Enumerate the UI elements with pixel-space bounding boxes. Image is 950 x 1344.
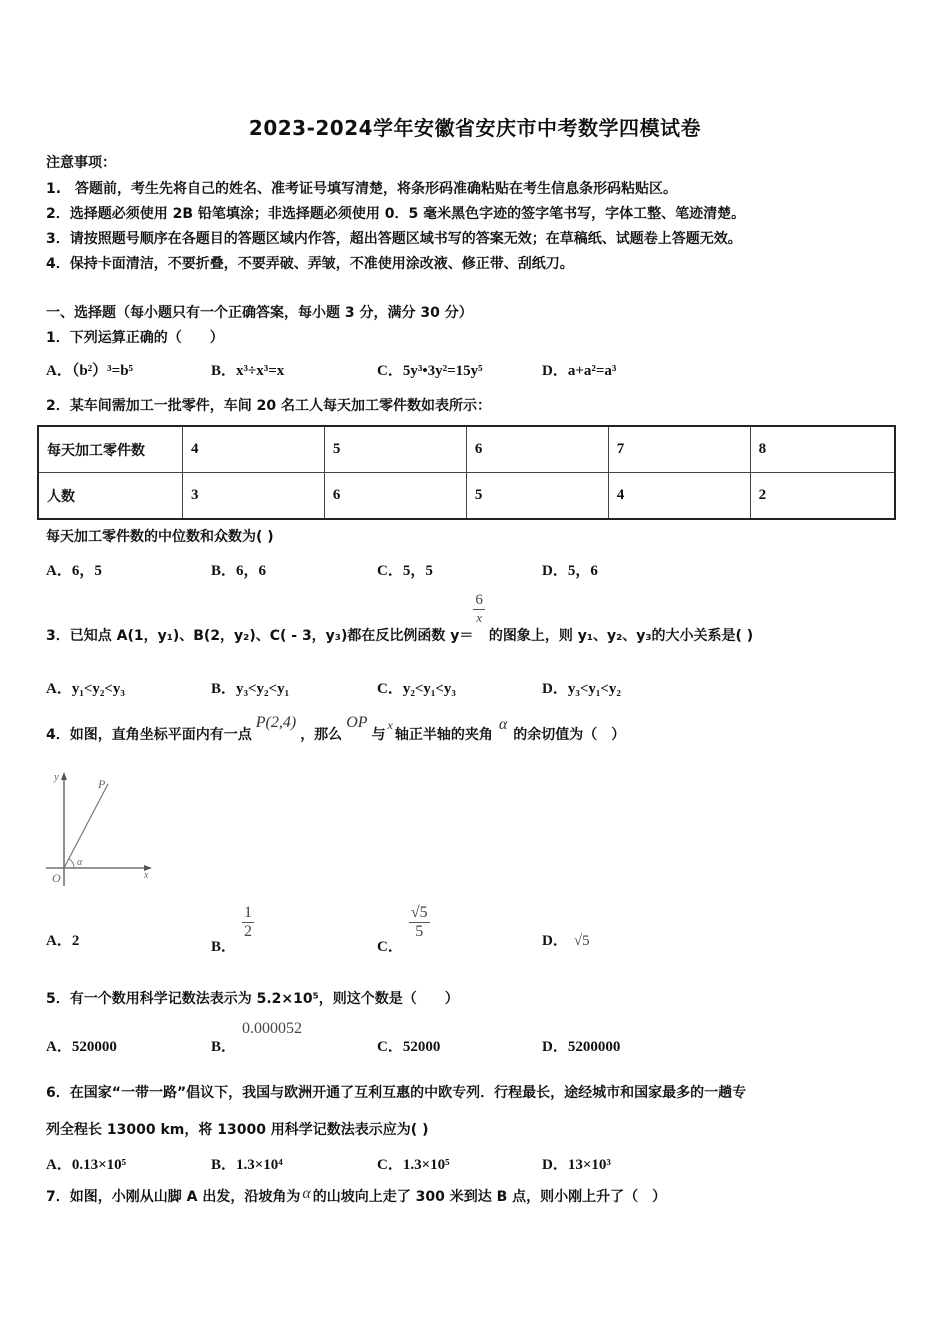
q5-option-a[interactable]: A．520000 xyxy=(46,1039,117,1055)
question-3-stem xyxy=(46,592,754,644)
segment-op: OP xyxy=(346,714,368,731)
question-4-stem xyxy=(46,714,626,744)
q2-option-b[interactable]: B．6，6 xyxy=(211,563,267,579)
fraction-denominator: x xyxy=(476,610,482,625)
fraction-denominator: 2 xyxy=(244,923,253,940)
q5-option-c[interactable]: C．52000 xyxy=(377,1039,441,1055)
table-cell: 4 xyxy=(183,426,325,473)
q4-option-a[interactable] xyxy=(46,929,79,950)
point-p-label: P xyxy=(98,777,106,791)
fraction-denominator: 5 xyxy=(415,923,424,940)
notice-heading: 注意事项： xyxy=(46,155,116,171)
q4-stem-part: 4．如图，直角坐标平面内有一点 xyxy=(46,727,252,743)
question-7-stem xyxy=(46,1186,666,1206)
q3-option-c[interactable]: C．y₂<y₁<y₃ xyxy=(377,681,456,697)
section-heading: 一、选择题（每小题只有一个正确答案，每小题 3 分，满分 30 分） xyxy=(46,305,473,321)
y-axis-label: y xyxy=(54,771,59,783)
table-cell: 2 xyxy=(750,473,895,520)
q6-option-b[interactable]: B．1.3×10⁴ xyxy=(211,1157,283,1173)
table-cell: 8 xyxy=(750,426,895,473)
page-title: 2023-2024学年安徽省安庆市中考数学四模试卷 xyxy=(248,116,702,140)
q3-option-a[interactable]: A．y₁<y₂<y₃ xyxy=(46,681,125,697)
notice-item-2: 2．选择题必须使用 2B 铅笔填涂；非选择题必须使用 0．5 毫米黑色字迹的签字笔书写，字体工整、笔迹清楚。 xyxy=(46,206,746,222)
q4-stem-part: 与 xyxy=(371,727,386,743)
question-5-stem: 5．有一个数用科学记数法表示为 5.2×10⁵，则这个数是（ ） xyxy=(46,991,459,1007)
origin-label: O xyxy=(52,871,61,885)
q6-option-a[interactable]: A．0.13×10⁵ xyxy=(46,1157,127,1173)
question-2-follow: 每天加工零件数的中位数和众数为( ) xyxy=(46,529,274,545)
work-count-table xyxy=(37,425,896,520)
q1-option-a[interactable]: A．（b²）³=b⁵ xyxy=(46,363,134,379)
q4-option-d[interactable] xyxy=(542,929,590,950)
question-2-stem: 2．某车间需加工一批零件，车间 20 名工人每天加工零件数如表所示： xyxy=(46,398,491,414)
q5-option-d[interactable]: D．5200000 xyxy=(542,1039,621,1055)
q2-option-a[interactable]: A．6，5 xyxy=(46,563,102,579)
q1-option-b[interactable]: B．x³÷x³=x xyxy=(211,363,285,379)
question-6-stem-line2: 列全程长 13000 km，将 13000 用科学记数法表示应为( ) xyxy=(46,1122,429,1138)
q2-option-d[interactable]: D．5，6 xyxy=(542,563,598,579)
fraction-numerator: 6 xyxy=(475,592,483,608)
angle-alpha: α xyxy=(302,1185,311,1202)
notice-item-4: 4．保持卡面清洁，不要折叠，不要弄破、弄皱，不准使用涂改液、修正带、刮纸刀。 xyxy=(46,256,574,272)
q4-stem-part: 的余切值为（ ） xyxy=(513,727,626,743)
question-6-stem-line1: 6．在国家“一带一路”倡议下，我国与欧洲开通了互利互惠的中欧专列．行程最长，途经城市和国家最多的一趟专 xyxy=(46,1085,747,1101)
q7-stem-part: 7．如图，小刚从山脚 A 出发，沿坡角为 xyxy=(46,1189,301,1205)
table-cell: 每天加工零件数 xyxy=(38,426,183,473)
notice-item-1: 1. 答题前，考生先将自己的姓名、准考证号填写清楚，将条形码准确粘贴在考生信息条形码粘贴区。 xyxy=(46,181,678,197)
option-value: 2 xyxy=(71,933,80,949)
q1-option-d[interactable]: D．a+a²=a³ xyxy=(542,363,617,379)
q3-stem-before: 3．已知点 A(1，y₁)、B(2，y₂)、C( - 3，y₃)都在反比例函数 y＝ xyxy=(46,628,474,644)
table-cell: 6 xyxy=(466,426,608,473)
option-label: C． xyxy=(377,938,403,955)
option-label: D． xyxy=(542,933,568,949)
fraction-numerator: √5 xyxy=(410,904,428,921)
q6-option-d[interactable]: D．13×10³ xyxy=(542,1157,611,1173)
notice-item-3: 3．请按照题号顺序在各题目的答题区域内作答，超出答题区域书写的答案无效；在草稿纸、试题卷上答题无效。 xyxy=(46,231,742,247)
table-cell: 5 xyxy=(324,426,466,473)
table-cell: 3 xyxy=(183,473,325,520)
table-row xyxy=(38,426,895,473)
question-1-stem: 1．下列运算正确的（ ） xyxy=(46,330,224,346)
q3-stem-after: 的图象上，则 y₁、y₂、y₃的大小关系是( ) xyxy=(488,628,754,644)
q2-option-c[interactable]: C．5，5 xyxy=(377,563,433,579)
coordinate-figure xyxy=(40,768,160,888)
table-row xyxy=(38,473,895,520)
table-cell: 7 xyxy=(608,426,750,473)
table-cell: 4 xyxy=(608,473,750,520)
q5-option-b[interactable]: B． xyxy=(211,1039,237,1055)
q4-option-c[interactable] xyxy=(377,904,430,955)
table-cell: 6 xyxy=(324,473,466,520)
q7-stem-part: 的山坡向上走了 300 米到达 B 点，则小刚上升了（ ） xyxy=(312,1189,667,1205)
option-value: √5 xyxy=(573,933,590,949)
option-label: B． xyxy=(211,938,237,955)
fraction-root5-over-5 xyxy=(409,904,430,941)
q4-stem-part: 轴正半轴的夹角 xyxy=(394,727,493,743)
fraction-one-half xyxy=(242,904,254,941)
q4-option-b[interactable] xyxy=(211,904,254,955)
fraction-numerator: 1 xyxy=(244,904,253,921)
option-label: A． xyxy=(46,933,72,949)
q3-option-d[interactable]: D．y₃<y₁<y₂ xyxy=(542,681,621,697)
q1-option-c[interactable]: C．5y³•3y²=15y⁵ xyxy=(377,363,483,379)
q3-option-b[interactable]: B．y₃<y₂<y₁ xyxy=(211,681,290,697)
table-cell: 人数 xyxy=(38,473,183,520)
alpha-label: α xyxy=(77,857,83,868)
q6-option-c[interactable]: C．1.3×10⁵ xyxy=(377,1157,450,1173)
table-cell: 5 xyxy=(466,473,608,520)
x-axis-label: x xyxy=(144,870,149,881)
q4-stem-part: ，那么 xyxy=(300,727,343,743)
axis-x: x xyxy=(387,718,393,732)
angle-alpha: α xyxy=(498,716,508,733)
inverse-function-fraction xyxy=(473,592,485,626)
point-p-coords: P(2,4) xyxy=(255,714,297,731)
q5-option-b-value: 0.000052 xyxy=(242,1020,302,1037)
